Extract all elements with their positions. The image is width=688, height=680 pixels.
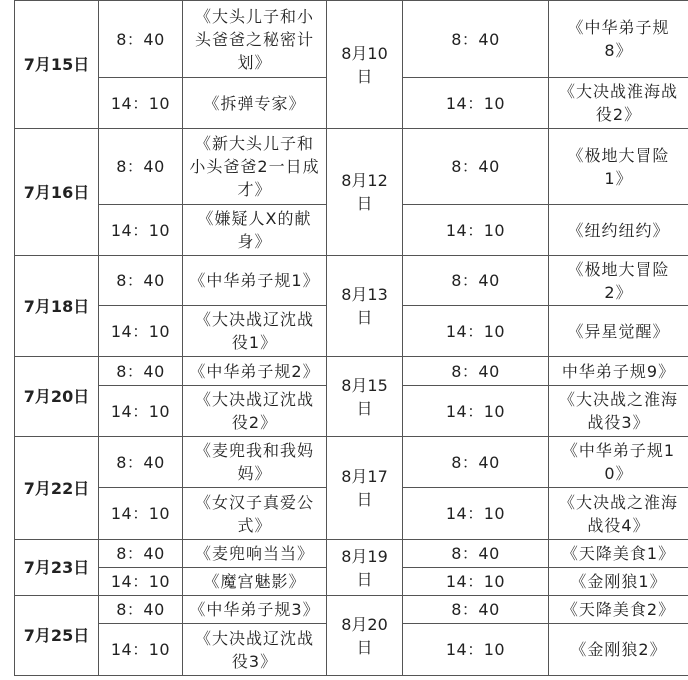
title-cell: 《大决战辽沈战 役1》 <box>183 306 327 357</box>
title-cell: 《大决战之淮海 战役4》 <box>549 488 688 540</box>
time-cell: 8：40 <box>99 256 183 306</box>
time-cell: 8：40 <box>99 437 183 488</box>
date-left-cell: 7月18日 <box>15 256 99 357</box>
time-cell: 14：10 <box>403 386 549 437</box>
title-cell: 《大决战辽沈战 役3》 <box>183 624 327 676</box>
time-cell: 8：40 <box>403 129 549 205</box>
table-row <box>15 437 688 488</box>
time-cell: 14：10 <box>99 205 183 256</box>
title-cell: 《麦兜我和我妈 妈》 <box>183 437 327 488</box>
time-cell: 14：10 <box>403 488 549 540</box>
title-cell: 《金刚狼2》 <box>549 624 688 676</box>
table-row <box>15 596 688 624</box>
schedule-table <box>14 0 688 676</box>
time-cell: 8：40 <box>403 596 549 624</box>
title-cell: 《女汉子真爱公 式》 <box>183 488 327 540</box>
table-row <box>15 357 688 386</box>
time-cell: 14：10 <box>403 78 549 129</box>
title-cell: 《极地大冒险 1》 <box>549 129 688 205</box>
title-cell: 《魔宫魅影》 <box>183 568 327 596</box>
title-cell: 《中华弟子规1》 <box>183 256 327 306</box>
date-right-cell: 8月19 日 <box>327 540 403 596</box>
title-cell: 《异星觉醒》 <box>549 306 688 357</box>
time-cell: 8：40 <box>403 540 549 568</box>
time-cell: 14：10 <box>403 624 549 676</box>
table-row <box>15 256 688 306</box>
title-cell: 《大决战辽沈战 役2》 <box>183 386 327 437</box>
time-cell: 14：10 <box>99 624 183 676</box>
time-cell: 8：40 <box>99 129 183 205</box>
time-cell: 14：10 <box>99 78 183 129</box>
date-left-cell: 7月15日 <box>15 1 99 129</box>
time-cell: 14：10 <box>99 306 183 357</box>
time-cell: 8：40 <box>99 357 183 386</box>
title-cell: 《大决战之淮海 战役3》 <box>549 386 688 437</box>
table-row <box>15 540 688 568</box>
title-cell: 《麦兜响当当》 <box>183 540 327 568</box>
time-cell: 8：40 <box>99 1 183 78</box>
time-cell: 8：40 <box>403 1 549 78</box>
date-right-cell: 8月10 日 <box>327 1 403 129</box>
time-cell: 8：40 <box>99 540 183 568</box>
title-cell: 《纽约纽约》 <box>549 205 688 256</box>
date-left-cell: 7月20日 <box>15 357 99 437</box>
time-cell: 14：10 <box>99 488 183 540</box>
title-cell: 《中华弟子规 8》 <box>549 1 688 78</box>
time-cell: 8：40 <box>403 357 549 386</box>
table-row <box>15 129 688 205</box>
date-right-cell: 8月13 日 <box>327 256 403 357</box>
title-cell: 《天降美食2》 <box>549 596 688 624</box>
title-cell: 《大头儿子和小 头爸爸之秘密计 划》 <box>183 1 327 78</box>
title-cell: 《嫌疑人X的献 身》 <box>183 205 327 256</box>
title-cell: 《中华弟子规2》 <box>183 357 327 386</box>
title-cell: 《天降美食1》 <box>549 540 688 568</box>
time-cell: 14：10 <box>403 306 549 357</box>
title-cell: 《拆弹专家》 <box>183 78 327 129</box>
date-right-cell: 8月15 日 <box>327 357 403 437</box>
time-cell: 8：40 <box>403 256 549 306</box>
date-right-cell: 8月20 日 <box>327 596 403 676</box>
date-left-cell: 7月22日 <box>15 437 99 540</box>
title-cell: 《极地大冒险 2》 <box>549 256 688 306</box>
title-cell: 《新大头儿子和 小头爸爸2一日成 才》 <box>183 129 327 205</box>
time-cell: 8：40 <box>99 596 183 624</box>
title-cell: 《中华弟子规1 0》 <box>549 437 688 488</box>
time-cell: 14：10 <box>99 386 183 437</box>
date-left-cell: 7月16日 <box>15 129 99 256</box>
date-left-cell: 7月23日 <box>15 540 99 596</box>
date-right-cell: 8月17 日 <box>327 437 403 540</box>
table-row <box>15 1 688 78</box>
time-cell: 14：10 <box>403 205 549 256</box>
title-cell: 中华弟子规9》 <box>549 357 688 386</box>
time-cell: 8：40 <box>403 437 549 488</box>
time-cell: 14：10 <box>99 568 183 596</box>
title-cell: 《中华弟子规3》 <box>183 596 327 624</box>
date-left-cell: 7月25日 <box>15 596 99 676</box>
title-cell: 《大决战淮海战 役2》 <box>549 78 688 129</box>
date-right-cell: 8月12 日 <box>327 129 403 256</box>
title-cell: 《金刚狼1》 <box>549 568 688 596</box>
time-cell: 14：10 <box>403 568 549 596</box>
